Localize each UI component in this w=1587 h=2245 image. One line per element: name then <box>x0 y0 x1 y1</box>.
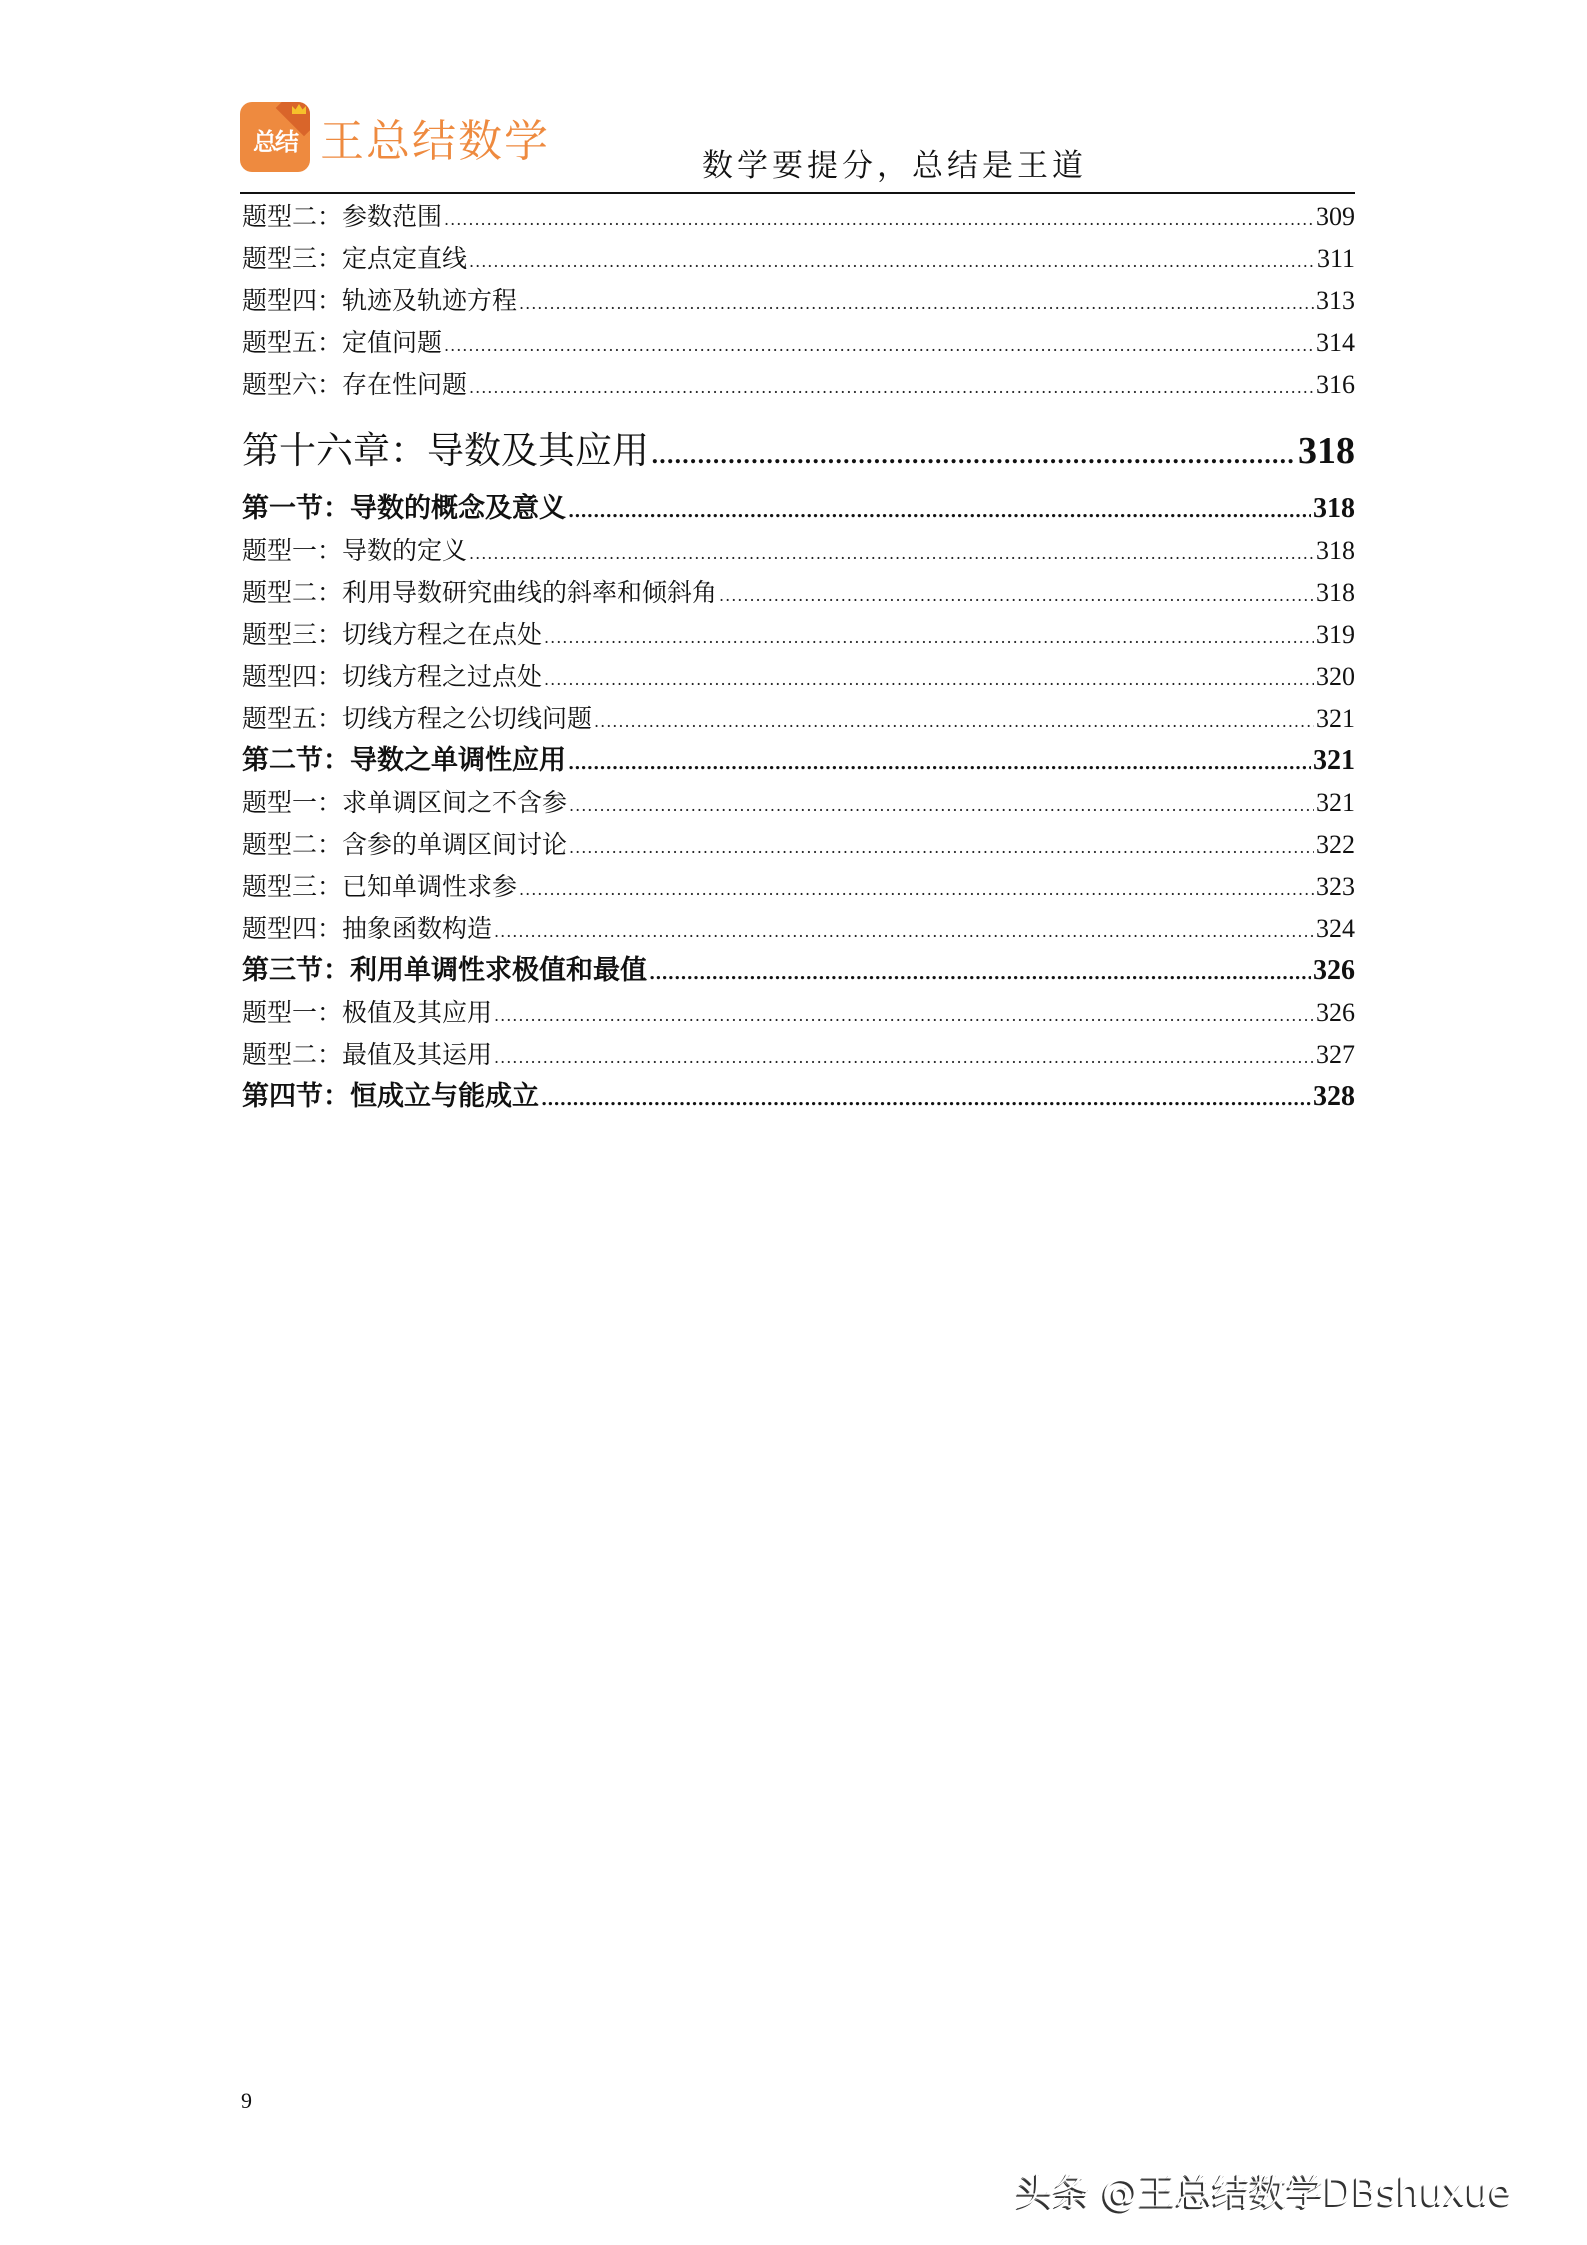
dot-leader <box>544 617 1314 656</box>
dot-leader <box>544 659 1314 698</box>
toc-entry-page: 311 <box>1316 244 1355 273</box>
dot-leader <box>494 1037 1314 1076</box>
dot-leader <box>444 199 1314 238</box>
toc-entry-title: 题型二：含参的单调区间讨论 <box>242 830 568 859</box>
dot-leader <box>494 911 1314 950</box>
toc-entry-title: 题型四：轨迹及轨迹方程 <box>242 286 518 315</box>
toc-entry-title: 题型二：最值及其运用 <box>242 1040 493 1069</box>
dot-leader <box>469 533 1314 572</box>
dot-leader <box>649 953 1311 992</box>
toc-entry-title: 第四节：恒成立与能成立 <box>242 1081 539 1112</box>
dot-leader <box>569 785 1314 824</box>
dot-leader <box>594 701 1314 740</box>
toc-entry-page: 320 <box>1316 662 1355 691</box>
toc-entry-topic[interactable] <box>242 992 1355 1034</box>
toc-entry-title: 题型二：利用导数研究曲线的斜率和倾斜角 <box>242 578 718 607</box>
toc-entry-title: 题型二：参数范围 <box>242 202 443 231</box>
toc-entry-topic[interactable] <box>242 530 1355 572</box>
table-of-contents <box>242 196 1355 1118</box>
watermark: 头条 @王总结数学DBshuxue <box>1016 2171 1512 2214</box>
toc-entry-topic[interactable] <box>242 824 1355 866</box>
toc-entry-title: 题型四：抽象函数构造 <box>242 914 493 943</box>
toc-entry-topic[interactable] <box>242 572 1355 614</box>
toc-entry-page: 326 <box>1313 955 1355 986</box>
toc-entry-page: 321 <box>1316 704 1355 733</box>
toc-entry-topic[interactable] <box>242 698 1355 740</box>
toc-entry-title: 题型五：定值问题 <box>242 328 443 357</box>
toc-entry-page: 313 <box>1316 286 1355 315</box>
toc-entry-page: 309 <box>1316 202 1355 231</box>
toc-entry-topic[interactable] <box>242 614 1355 656</box>
toc-entry-topic[interactable] <box>242 238 1355 280</box>
dot-leader <box>469 241 1315 280</box>
toc-entry-topic[interactable] <box>242 782 1355 824</box>
logo-wordmark: 王总结数学 <box>320 116 550 167</box>
toc-entry-section[interactable] <box>242 488 1355 530</box>
logo-badge-icon <box>240 102 310 172</box>
dot-leader <box>541 1079 1311 1118</box>
page-header <box>240 98 1355 194</box>
toc-entry-page: 318 <box>1316 536 1355 565</box>
toc-entry-page: 318 <box>1298 430 1355 472</box>
dot-leader <box>651 425 1296 482</box>
dot-leader <box>469 367 1314 406</box>
dot-leader <box>719 575 1314 614</box>
toc-entry-page: 323 <box>1316 872 1355 901</box>
toc-entry-page: 318 <box>1313 493 1355 524</box>
brand-logo <box>240 102 550 172</box>
toc-entry-title: 题型一：导数的定义 <box>242 536 468 565</box>
toc-entry-section[interactable] <box>242 1076 1355 1118</box>
toc-entry-topic[interactable] <box>242 280 1355 322</box>
toc-entry-page: 318 <box>1316 578 1355 607</box>
toc-entry-topic[interactable] <box>242 656 1355 698</box>
header-divider <box>240 192 1355 194</box>
toc-entry-page: 324 <box>1316 914 1355 943</box>
toc-entry-page: 322 <box>1316 830 1355 859</box>
toc-entry-title: 题型三：切线方程之在点处 <box>242 620 543 649</box>
toc-entry-section[interactable] <box>242 950 1355 992</box>
toc-entry-page: 321 <box>1316 788 1355 817</box>
toc-entry-page: 326 <box>1316 998 1355 1027</box>
toc-entry-topic[interactable] <box>242 322 1355 364</box>
toc-entry-title: 题型三：已知单调性求参 <box>242 872 518 901</box>
toc-entry-title: 题型一：极值及其应用 <box>242 998 493 1027</box>
toc-entry-page: 316 <box>1316 370 1355 399</box>
dot-leader <box>569 827 1314 866</box>
toc-entry-topic[interactable] <box>242 364 1355 406</box>
dot-leader <box>568 491 1311 530</box>
toc-entry-topic[interactable] <box>242 196 1355 238</box>
toc-entry-title: 题型五：切线方程之公切线问题 <box>242 704 593 733</box>
header-slogan: 数学要提分，总结是王道 <box>702 148 1087 184</box>
dot-leader <box>444 325 1314 364</box>
toc-entry-title: 第十六章：导数及其应用 <box>242 429 649 472</box>
toc-entry-chapter[interactable] <box>242 420 1355 482</box>
toc-entry-title: 第二节：导数之单调性应用 <box>242 745 566 776</box>
toc-entry-page: 321 <box>1313 745 1355 776</box>
dot-leader <box>519 869 1314 908</box>
toc-entry-topic[interactable] <box>242 1034 1355 1076</box>
toc-entry-title: 题型一：求单调区间之不含参 <box>242 788 568 817</box>
dot-leader <box>568 743 1311 782</box>
toc-entry-page: 314 <box>1316 328 1355 357</box>
toc-entry-title: 题型六：存在性问题 <box>242 370 468 399</box>
toc-entry-title: 第三节：利用单调性求极值和最值 <box>242 955 647 986</box>
dot-leader <box>494 995 1314 1034</box>
toc-entry-title: 题型三：定点定直线 <box>242 244 468 273</box>
toc-entry-section[interactable] <box>242 740 1355 782</box>
toc-entry-title: 第一节：导数的概念及意义 <box>242 493 566 524</box>
page-number: 9 <box>241 2088 252 2113</box>
toc-entry-topic[interactable] <box>242 908 1355 950</box>
toc-entry-page: 327 <box>1316 1040 1355 1069</box>
toc-entry-page: 328 <box>1313 1081 1355 1112</box>
toc-entry-topic[interactable] <box>242 866 1355 908</box>
dot-leader <box>519 283 1314 322</box>
toc-entry-title: 题型四：切线方程之过点处 <box>242 662 543 691</box>
toc-entry-page: 319 <box>1316 620 1355 649</box>
logo-badge-text: 总结 <box>253 127 297 156</box>
